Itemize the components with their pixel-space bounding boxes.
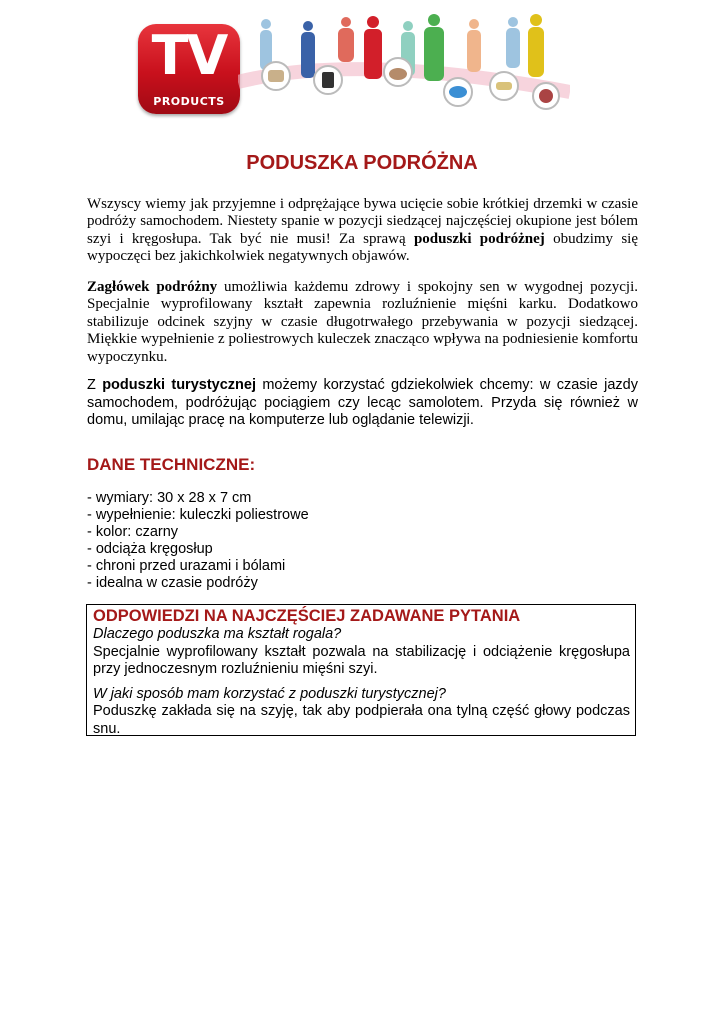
person-silhouette-icon bbox=[338, 17, 354, 62]
person-silhouette-icon bbox=[301, 21, 315, 78]
spec-item: - kolor: czarny bbox=[87, 523, 179, 540]
logo-subtitle: PRODUCTS bbox=[153, 95, 225, 108]
product-thumbnail-icon bbox=[262, 62, 290, 90]
person-silhouette-icon bbox=[424, 14, 444, 81]
header-banner bbox=[138, 12, 570, 112]
faq-question: Dlaczego poduszka ma kształt rogala? bbox=[93, 626, 342, 642]
intro-paragraph: Wszyscy wiemy jak przyjemne i odprężające bywa ucięcie sobie krótkiej drzemki w czasie podróży samochodem. Niestety spanie w pozycji siedzącej najczęściej okupione jest bólem szyi i kręgosłupa. Tak być nie musi! Za sprawą poduszki podróżnej obudzimy się wypoczęci bez jakichkolwiek negatywnych objawów. bbox=[87, 196, 639, 265]
product-thumbnail-icon bbox=[444, 78, 472, 106]
spec-item: - idealna w czasie podróży bbox=[87, 574, 258, 591]
faq-answer: Poduszkę zakłada się na szyję, tak aby podpierała ona tylną część głowy podczas snu. bbox=[93, 703, 630, 737]
logo-letters: TV bbox=[151, 24, 227, 87]
faq-box bbox=[86, 604, 636, 736]
person-silhouette-icon bbox=[528, 14, 544, 77]
specs-heading: DANE TECHNICZNE: bbox=[87, 455, 256, 474]
spec-item: - wymiary: 30 x 28 x 7 cm bbox=[87, 490, 252, 506]
spec-item: - wypełnienie: kuleczki poliestrowe bbox=[87, 506, 309, 523]
person-silhouette-icon bbox=[467, 19, 481, 72]
usage-paragraph: Z poduszki turystycznej możemy korzystać gdziekolwiek chcemy: w czasie jazdy samochodem, podróżując pociągiem czy lecąc samolotem. Przyda się również w domu, umilając pracę na komputerze lub oglądanie telewizji. bbox=[87, 377, 638, 429]
headrest-paragraph: Zagłówek podróżny umożliwia każdemu zdrowy i spokojny sen w wygodnej pozycji. Specjalnie wyprofilowany kształt zapewnia rozluźnienie mięśni karku. Dodatkowo stabilizuje odcinek szyjny w czasie długotrwałego przebywania w pozycji siedzącej. Miękkie wypełnienie z poliestrowych kuleczek znacząco wpływa na podniesienie komfortu wypoczynku. bbox=[87, 279, 638, 365]
people-and-products-illustration bbox=[238, 12, 570, 112]
spec-item: - chroni przed urazami i bólami bbox=[87, 557, 286, 574]
tv-products-logo bbox=[138, 24, 240, 114]
spec-item: - odciąża kręgosłup bbox=[87, 540, 213, 557]
product-thumbnail-icon bbox=[314, 66, 342, 94]
person-silhouette-icon bbox=[364, 16, 382, 79]
person-silhouette-icon bbox=[506, 17, 520, 68]
product-thumbnail-icon bbox=[384, 58, 412, 86]
faq-answer: Specjalnie wyprofilowany kształt pozwala na stabilizację i odciążenie kręgosłupa przy jednoczesnym rozluźnieniu mięśni szyi. bbox=[93, 643, 630, 677]
page-title: PODUSZKA PODRÓŻNA bbox=[246, 152, 478, 174]
specs-list bbox=[87, 490, 487, 591]
product-thumbnail-icon bbox=[490, 72, 518, 100]
product-thumbnail-icon bbox=[533, 83, 559, 109]
faq-heading: ODPOWIEDZI NA NAJCZĘŚCIEJ ZADAWANE PYTANIA bbox=[93, 607, 521, 625]
faq-question: W jaki sposób mam korzystać z poduszki turystycznej? bbox=[93, 685, 446, 702]
